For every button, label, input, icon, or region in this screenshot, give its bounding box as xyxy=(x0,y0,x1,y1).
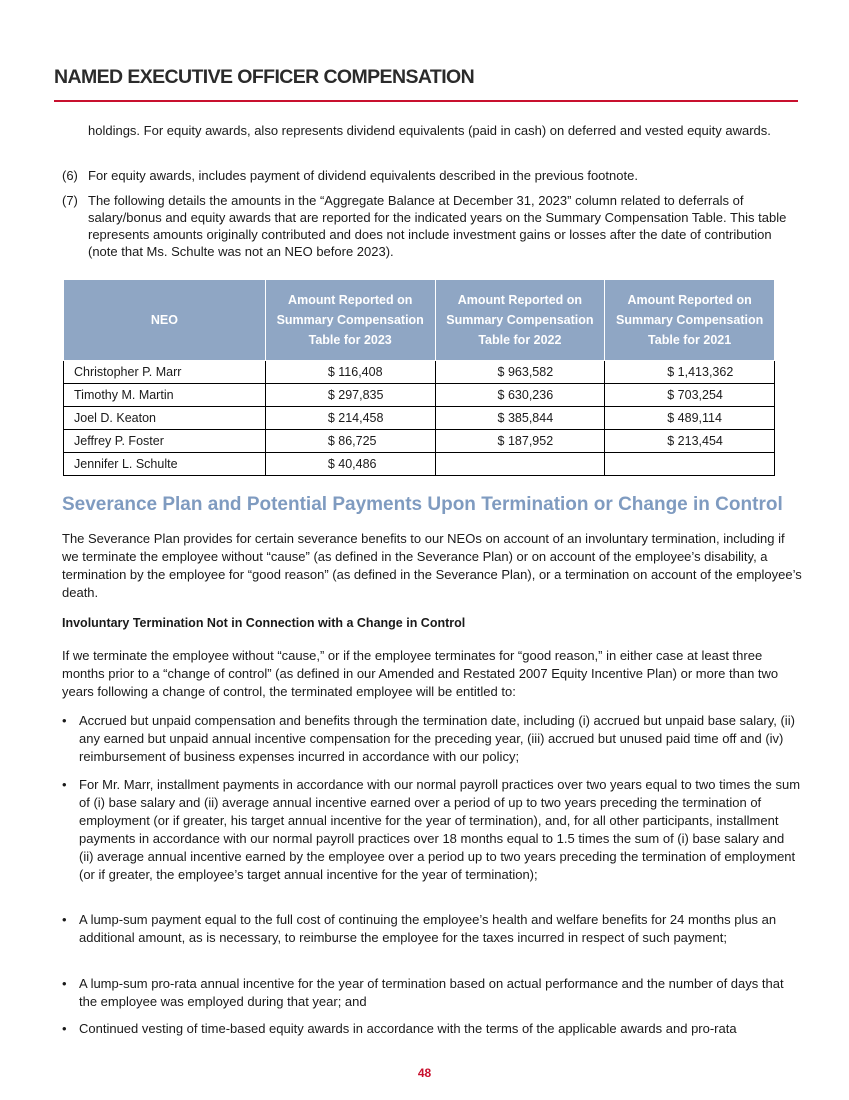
list-item-text: A lump-sum pro-rata annual incentive for the year of termination based on actual performance and the number of days that the employee was employed during that year; and xyxy=(79,976,784,1009)
amount-2022: $ 630,236 xyxy=(435,384,605,407)
header-2021: Amount Reported on Summary Compensation Table for 2021 xyxy=(605,280,775,361)
table-header-row xyxy=(64,280,775,361)
subheading: Involuntary Termination Not in Connection with a Change in Control xyxy=(62,616,466,630)
header-neo: NEO xyxy=(64,280,266,361)
list-item xyxy=(62,911,802,947)
list-item-text: For Mr. Marr, installment payments in accordance with our normal payroll practices over two years equal to two times the sum of (i) base salary and (ii) average annual incentive earned over a period of up to two years preceding the termination of employment (or if greater, his target annual incentive for the year of termination), and, for all other participants, installment payments in accordance with our normal payroll practices over 18 months equal to 1.5 times the sum of (i) base salary and (ii) average annual incentive earned by the employee over a period up to two years preceding the termination of employment (or if greater, the employee’s target annual incentive for the year of termination); xyxy=(79,777,801,882)
list-item xyxy=(62,712,802,766)
footnote-7-number: (7) xyxy=(62,193,78,208)
bullet-icon: • xyxy=(62,976,67,991)
table-row xyxy=(64,430,775,453)
neo-name: Christopher P. Marr xyxy=(64,361,266,384)
amount-2021 xyxy=(605,453,775,476)
neo-name: Jeffrey P. Foster xyxy=(64,430,266,453)
amount-2023: $ 214,458 xyxy=(265,407,435,430)
list-item xyxy=(62,975,802,1011)
footnote-7 xyxy=(62,192,802,260)
list-item xyxy=(62,776,802,884)
amount-2022 xyxy=(435,453,605,476)
bullet-icon: • xyxy=(62,713,67,728)
header-2022: Amount Reported on Summary Compensation Table for 2022 xyxy=(435,280,605,361)
table-row xyxy=(64,453,775,476)
page-number: 48 xyxy=(417,1066,432,1080)
amount-2021: $ 213,454 xyxy=(605,430,775,453)
footnote-6 xyxy=(62,167,802,184)
amount-2021: $ 489,114 xyxy=(605,407,775,430)
amount-2023: $ 116,408 xyxy=(265,361,435,384)
amount-2023: $ 297,835 xyxy=(265,384,435,407)
table-row xyxy=(64,407,775,430)
list-item-text: Continued vesting of time-based equity awards in accordance with the terms of the applicable awards and pro-rata xyxy=(79,1021,737,1036)
list-item xyxy=(62,1020,802,1038)
footnote-7-text: The following details the amounts in the “Aggregate Balance at December 31, 2023” column related to deferrals of salary/bonus and equity awards that are reported for the indicated years on the Summary Compensation Table. This table represents amounts originally contributed and does not include investment gains or losses after the date of contribution (note that Ms. Schulte was not an NEO before 2023). xyxy=(88,193,787,259)
amount-2023: $ 86,725 xyxy=(265,430,435,453)
footnote-6-number: (6) xyxy=(62,168,78,183)
table-row xyxy=(64,361,775,384)
neo-name: Jennifer L. Schulte xyxy=(64,453,266,476)
amount-2023: $ 40,486 xyxy=(265,453,435,476)
bullet-icon: • xyxy=(62,912,67,927)
table-row xyxy=(64,384,775,407)
header-2023: Amount Reported on Summary Compensation Table for 2023 xyxy=(265,280,435,361)
amount-2021: $ 703,254 xyxy=(605,384,775,407)
bullet-icon: • xyxy=(62,1021,67,1036)
header-divider xyxy=(54,100,798,102)
list-item-text: A lump-sum payment equal to the full cost of continuing the employee’s health and welfare benefits for 24 months plus an additional amount, as is necessary, to reimburse the employee for the taxes incurred in respect of such payment; xyxy=(79,912,777,945)
section-heading: Severance Plan and Potential Payments Upon Termination or Change in Control xyxy=(62,494,783,515)
bullet-icon: • xyxy=(62,777,67,792)
neo-name: Joel D. Keaton xyxy=(64,407,266,430)
footnote-continuation: holdings. For equity awards, also represents dividend equivalents (paid in cash) on deferred and vested equity awards. xyxy=(88,123,771,138)
severance-intro-paragraph: The Severance Plan provides for certain severance benefits to our NEOs on account of an involuntary termination, including if we terminate the employee without “cause” (as defined in the Severance Plan) or on account of the employee’s disability, a termination by the employee for “good reason” (as defined in the Severance Plan), or a termination on account of the employee’s death. xyxy=(62,531,802,600)
neo-name: Timothy M. Martin xyxy=(64,384,266,407)
amount-2022: $ 187,952 xyxy=(435,430,605,453)
neo-deferral-table xyxy=(63,279,775,476)
amount-2021: $ 1,413,362 xyxy=(605,361,775,384)
list-item-text: Accrued but unpaid compensation and benefits through the termination date, including (i) accrued but unpaid base salary, (ii) any earned but unpaid annual incentive compensation for the preceding year, (iii) accrued but unused paid time off and (iv) reimbursement of business expenses incurred in accordance with our policy; xyxy=(79,713,795,764)
amount-2022: $ 385,844 xyxy=(435,407,605,430)
page-title: NAMED EXECUTIVE OFFICER COMPENSATION xyxy=(54,66,475,88)
entitlement-paragraph: If we terminate the employee without “cause,” or if the employee terminates for “good reason,” in either case at least three months prior to a “change of control” (as defined in our Amended and Restated 2007 Equity Incentive Plan) or more than two years following a change of control, the terminated employee will be entitled to: xyxy=(62,648,779,699)
footnote-6-text: For equity awards, includes payment of dividend equivalents described in the previous footnote. xyxy=(88,168,638,183)
amount-2022: $ 963,582 xyxy=(435,361,605,384)
